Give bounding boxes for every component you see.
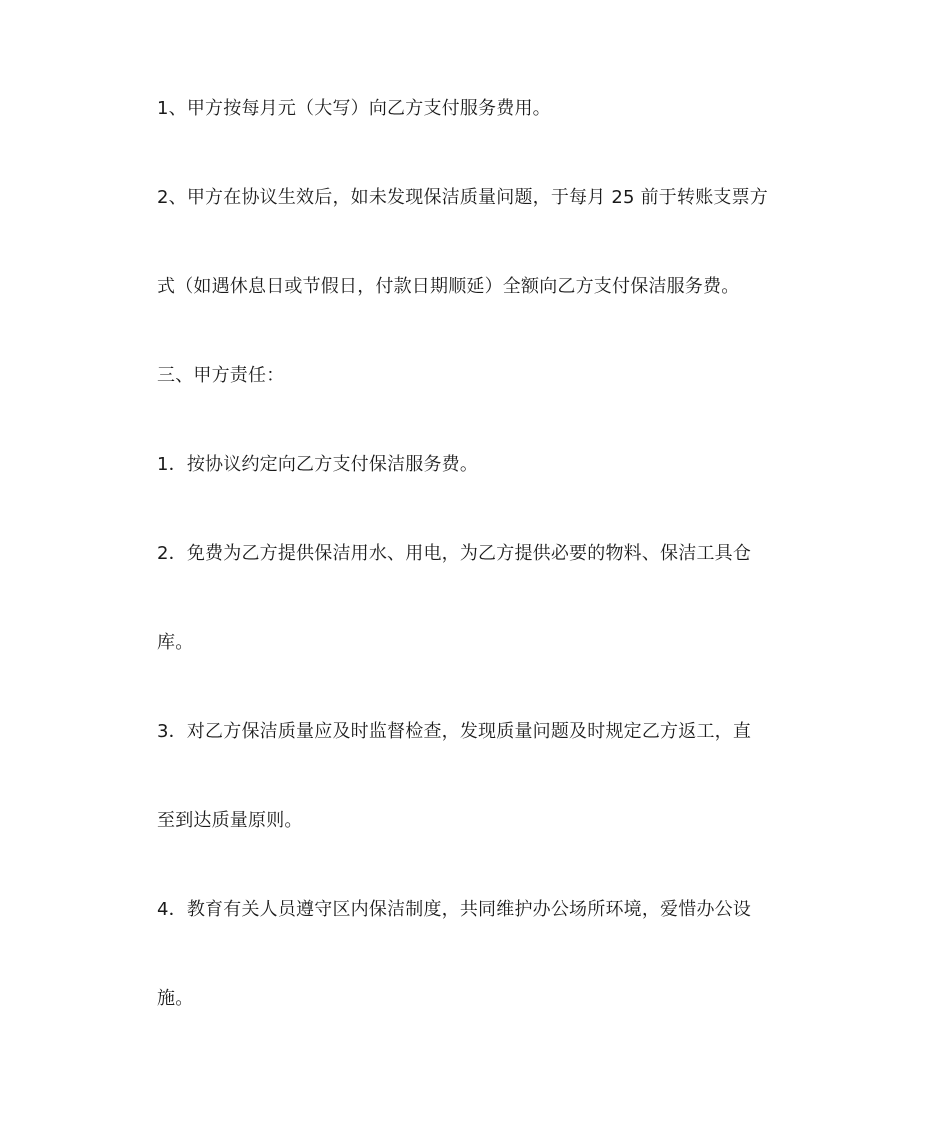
duty-item-2: 2．免费为乙方提供保洁用水、用电，为乙方提供必要的物料、保洁工具仓 [157, 543, 752, 564]
payment-clause-2-cont: 式（如遇休息日或节假日，付款日期顺延）全额向乙方支付保洁服务费。 [157, 276, 740, 297]
duty-item-3-cont: 至到达质量原则。 [157, 810, 303, 831]
duty-item-3: 3．对乙方保洁质量应及时监督检查，发现质量问题及时规定乙方返工，直 [157, 721, 752, 742]
payment-clause-2: 2、甲方在协议生效后，如未发现保洁质量问题，于每月 25 前于转账支票方 [157, 187, 768, 208]
duty-item-4-cont: 施。 [157, 988, 194, 1009]
duty-item-1: 1．按协议约定向乙方支付保洁服务费。 [157, 454, 479, 475]
payment-clause-1: 1、甲方按每月元（大写）向乙方支付服务费用。 [157, 98, 551, 119]
duty-item-4: 4．教育有关人员遵守区内保洁制度，共同维护办公场所环境，爱惜办公设 [157, 899, 752, 920]
duty-item-2-cont: 库。 [157, 632, 194, 653]
section-heading-party-a: 三、甲方责任： [157, 365, 285, 386]
